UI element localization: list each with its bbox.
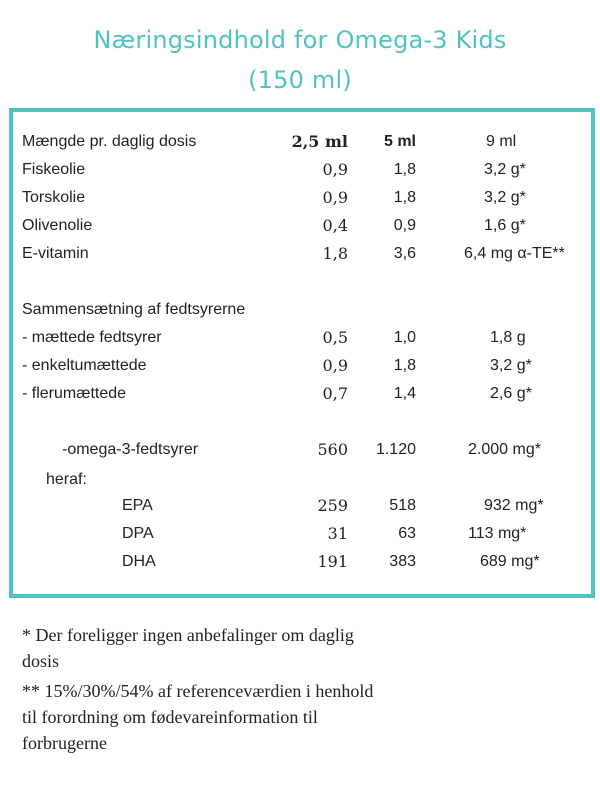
row-value-1: 259 xyxy=(317,496,348,515)
row-value-2: 518 xyxy=(389,497,416,514)
row-value-1: 1,8 xyxy=(322,244,348,263)
row-value-3: 113 mg* xyxy=(468,525,527,542)
row-label: - mættede fedtsyrer xyxy=(22,329,162,346)
row-value-1: 0,9 xyxy=(322,188,348,207)
footnote-line: * Der foreligger ingen anbefalinger om daglig xyxy=(22,625,354,645)
row-value-1: 31 xyxy=(327,524,348,543)
row-value-3: 3,2 g* xyxy=(484,189,526,206)
footnote-line: dosis xyxy=(22,651,60,671)
row-label: E-vitamin xyxy=(22,245,89,262)
row-value-2: 1,8 xyxy=(393,357,416,374)
row-label: Fiskeolie xyxy=(22,161,86,178)
section-heading: Sammensætning af fedtsyrerne xyxy=(22,301,246,318)
header-label: Mængde pr. daglig dosis xyxy=(22,133,197,150)
row-value-1: 191 xyxy=(317,552,348,571)
footnote-line: ** 15%/30%/54% af referenceværdien i henhold xyxy=(22,681,374,701)
row-value-3: 689 mg* xyxy=(480,553,540,570)
header-col-9ml: 9 ml xyxy=(486,133,517,150)
row-label: - flerumættede xyxy=(22,385,127,402)
page-title: Næringsindhold for Omega-3 Kids xyxy=(93,26,507,54)
row-value-3: 6,4 mg α-TE** xyxy=(464,245,565,262)
row-value-2: 1,8 xyxy=(393,161,416,178)
omega-value-3: 2.000 mg* xyxy=(468,441,541,458)
row-label: DHA xyxy=(122,553,156,570)
row-value-1: 0,4 xyxy=(322,216,348,235)
row-value-1: 0,5 xyxy=(322,328,348,347)
footnote-line: til forordning om fødevareinformation til xyxy=(22,707,318,727)
omega-label: -omega-3-fedtsyrer xyxy=(62,441,199,458)
header-col-5ml: 5 ml xyxy=(383,133,416,150)
row-value-2: 3,6 xyxy=(393,245,416,262)
row-value-3: 1,6 g* xyxy=(484,217,526,234)
row-value-3: 932 mg* xyxy=(484,497,544,514)
row-label: Olivenolie xyxy=(22,217,93,234)
row-label: EPA xyxy=(122,497,153,514)
header-col-2-5ml: 2,5 ml xyxy=(291,132,348,151)
row-value-2: 0,9 xyxy=(393,217,416,234)
row-label: - enkeltumættede xyxy=(22,357,147,374)
row-value-2: 1,4 xyxy=(393,385,416,402)
page-subtitle: (150 ml) xyxy=(248,66,352,94)
row-value-1: 0,9 xyxy=(322,160,348,179)
row-value-1: 0,7 xyxy=(322,384,348,403)
row-value-3: 1,8 g xyxy=(490,329,526,346)
row-value-3: 3,2 g* xyxy=(484,161,526,178)
row-value-2: 63 xyxy=(398,525,416,542)
row-value-3: 3,2 g* xyxy=(490,357,532,374)
row-value-2: 1,8 xyxy=(393,189,416,206)
omega-value-1: 560 xyxy=(317,440,348,459)
heraf-label: heraf: xyxy=(46,471,87,488)
row-value-2: 1,0 xyxy=(393,329,416,346)
row-value-3: 2,6 g* xyxy=(490,385,532,402)
row-label: DPA xyxy=(122,525,154,542)
row-value-2: 383 xyxy=(389,553,416,570)
omega-value-2: 1.120 xyxy=(375,441,416,458)
row-value-1: 0,9 xyxy=(322,356,348,375)
row-label: Torskolie xyxy=(22,189,86,206)
footnote-line: forbrugerne xyxy=(22,733,107,753)
